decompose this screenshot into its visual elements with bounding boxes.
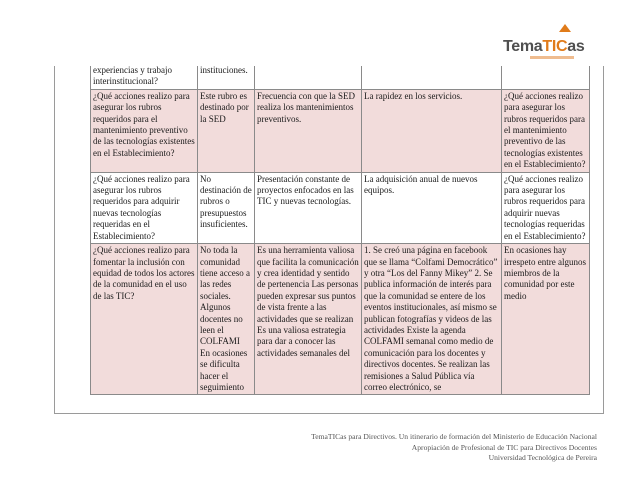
table-cell: ¿Qué acciones realizo para asegurar los rubros requeridos para adquirir nuevas tecnologías requeridas en el Establecimiento?: [91, 172, 198, 243]
table-cell: Presentación constante de proyectos enfocados en las TIC y nuevas tecnologías.: [255, 172, 362, 243]
table-cell: instituciones.: [198, 66, 255, 89]
tic-management-table: [90, 66, 590, 395]
page-frame-bottom-border: [54, 413, 604, 414]
logo-part-a: Tema: [503, 38, 543, 55]
table-cell: Este rubro es destinado por la SED: [198, 89, 255, 172]
tematicas-logo: [503, 14, 603, 72]
table-cell: [362, 66, 502, 89]
logo-wordmark: [503, 38, 585, 56]
logo-part-c: as: [567, 38, 585, 55]
footer-line-program: TemaTICas para Directivos. Un itinerario de formación del Ministerio de Educación Nacional: [311, 432, 597, 441]
logo-chevron-icon: [559, 24, 571, 32]
logo-part-b: TIC: [542, 38, 568, 55]
table-cell: 1. Se creó una página en facebook que se llama “Colfami Democrático” y otra “Los del Fanny Mikey” 2. Se publica información de interés para que la comunidad se entere de los eventos institucionales, así mismo se publican fotografías y videos de las actividades Existe la agenda COLFAMI semanal como medio de comunicación para los docentes y directivos docentes. Se realizan las remisiones a Salud Pública vía correo electrónico, se: [362, 244, 502, 395]
table-cell: Es una herramienta valiosa que facilita la comunicación y crea identidad y sentido de pertenencia Las personas pueden expresar sus puntos de vista frente a las actividades que se realizan Es una valiosa estrategia para dar a conocer las actividades semanales del: [255, 244, 362, 395]
table-cell: [255, 66, 362, 89]
table-cell: experiencias y trabajo interinstitucional?: [91, 66, 198, 89]
table-row: [91, 66, 590, 89]
table-cell: La rapidez en los servicios.: [362, 89, 502, 172]
table-cell: ¿Qué acciones realizo para fomentar la inclusión con equidad de todos los actores de la comunidad en el uso de las TIC?: [91, 244, 198, 395]
table-cell: [502, 66, 590, 89]
table-cell: En ocasiones hay irrespeto entre algunos miembros de la comunidad por este medio: [502, 244, 590, 395]
table-cell: No destinación de rubros o presupuestos insuficientes.: [198, 172, 255, 243]
table-row: [91, 244, 590, 395]
table-viewport: [54, 66, 604, 412]
table-row: [91, 89, 590, 172]
table-cell: No toda la comunidad tiene acceso a las redes sociales. Algunos docentes no leen el COLFAMI En ocasiones se dificulta hacer el seguimiento: [198, 244, 255, 395]
table-cell: La adquisición anual de nuevos equipos.: [362, 172, 502, 243]
page-footer: [197, 432, 597, 464]
table-cell: Frecuencia con que la SED realiza los mantenimientos preventivos.: [255, 89, 362, 172]
logo-underline: [530, 56, 574, 59]
table-cell: ¿Qué acciones realizo para asegurar los rubros requeridos para adquirir nuevas tecnologías requeridas en el Establecimiento?: [502, 172, 590, 243]
table-row: [91, 172, 590, 243]
table-cell: ¿Qué acciones realizo para asegurar los rubros requeridos para el mantenimiento preventivo de las tecnologías existentes en el Establecimiento?: [502, 89, 590, 172]
footer-line-university: Universidad Tecnológica de Pereira: [488, 453, 597, 463]
table-cell: ¿Qué acciones realizo para asegurar los rubros requeridos para el mantenimiento preventivo de las tecnologías existentes en el Establecimiento?: [91, 89, 198, 172]
footer-line-course: Apropiación de Profesional de TIC para Directivos Docentes: [411, 442, 597, 452]
